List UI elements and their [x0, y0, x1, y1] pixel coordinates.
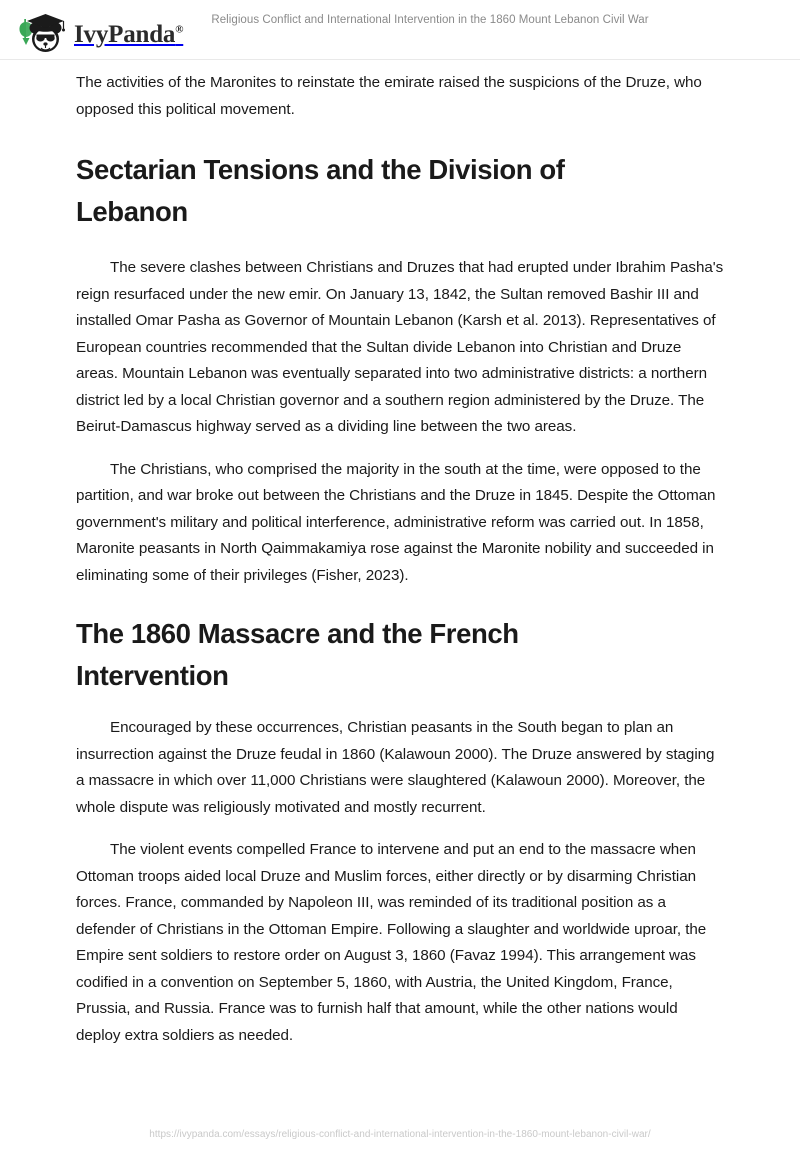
- paragraph: The severe clashes between Christians and Druzes that had erupted under Ibrahim Pasha's reign resurfaced under the new emir. On January 13, 1842, the Sultan removed Bashir III and installed Omar Pasha as Governor of Mountain Lebanon (Karsh et al. 2013). Representatives of European countries recommended that the Sultan divide Lebanon into Christian and Druze areas. Mountain Lebanon was eventually separated into two administrative districts: a northern district led by a local Christian governor and a southern region administered by the Druze. The Beirut-Damascus highway served as a dividing line between the two areas.: [76, 259, 724, 435]
- registered-trademark-symbol: ®: [175, 23, 184, 36]
- paragraph: Encouraged by these occurrences, Christian peasants in the South began to plan an insurrection against the Druze feudal in 1860 (Kalawoun 2000). The Druze answered by staging a massacre in which over 11,000 Christians were slaughtered (Kalawoun 2000). Moreover, the whole dispute was religiously motivated and mostly recurrent.: [76, 719, 715, 816]
- section-heading: The 1860 Massacre and the French Intervention: [76, 618, 519, 691]
- paragraph: The Christians, who comprised the majority in the south at the time, were opposed to the partition, and war broke out between the Christians and the Druze in 1845. Despite the Ottoman government's military and political interference, administrative reform was carried out. In 1858, Maronite peasants in North Qaimmakamiya rose against the Maronite nobility and succeeded in eliminating some of their privileges (Fisher, 2023).: [76, 460, 716, 584]
- paragraph: The violent events compelled France to intervene and put an end to the massacre when Ottoman troops aided local Druze and Muslim forces, either directly or by disarming Christian forces. France, commanded by Napoleon III, was reminded of its traditional position as a defender of Christians in the Ottoman Empire. Following a slaughter and worldwide uproar, the Empire sent soldiers to restore order on August 3, 1860 (Favaz 1994). This arrangement was codified in a convention on September 5, 1860, with Austria, the United Kingdom, France, Prussia, and Russia. France was to furnish half that amount, while the other nations would deploy extra soldiers as needed.: [76, 841, 707, 1044]
- paragraph: The activities of the Maronites to reinstate the emirate raised the suspicions of the Druze, who opposed this political movement.: [76, 74, 702, 118]
- document-content: [76, 70, 724, 1065]
- page-footer: [0, 1124, 800, 1142]
- document-header-title: Religious Conflict and International Intervention in the 1860 Mount Lebanon Civil War: [211, 14, 649, 26]
- page-header: [0, 0, 800, 60]
- section-heading: Sectarian Tensions and the Division of Lebanon: [76, 154, 565, 227]
- brand-name-text: IvyPanda: [74, 20, 176, 48]
- footer-source-url[interactable]: https://ivypanda.com/essays/religious-conflict-and-international-intervention-in-the-1860-mount-lebanon-civil-war/: [149, 1129, 651, 1140]
- header-divider: [0, 59, 800, 60]
